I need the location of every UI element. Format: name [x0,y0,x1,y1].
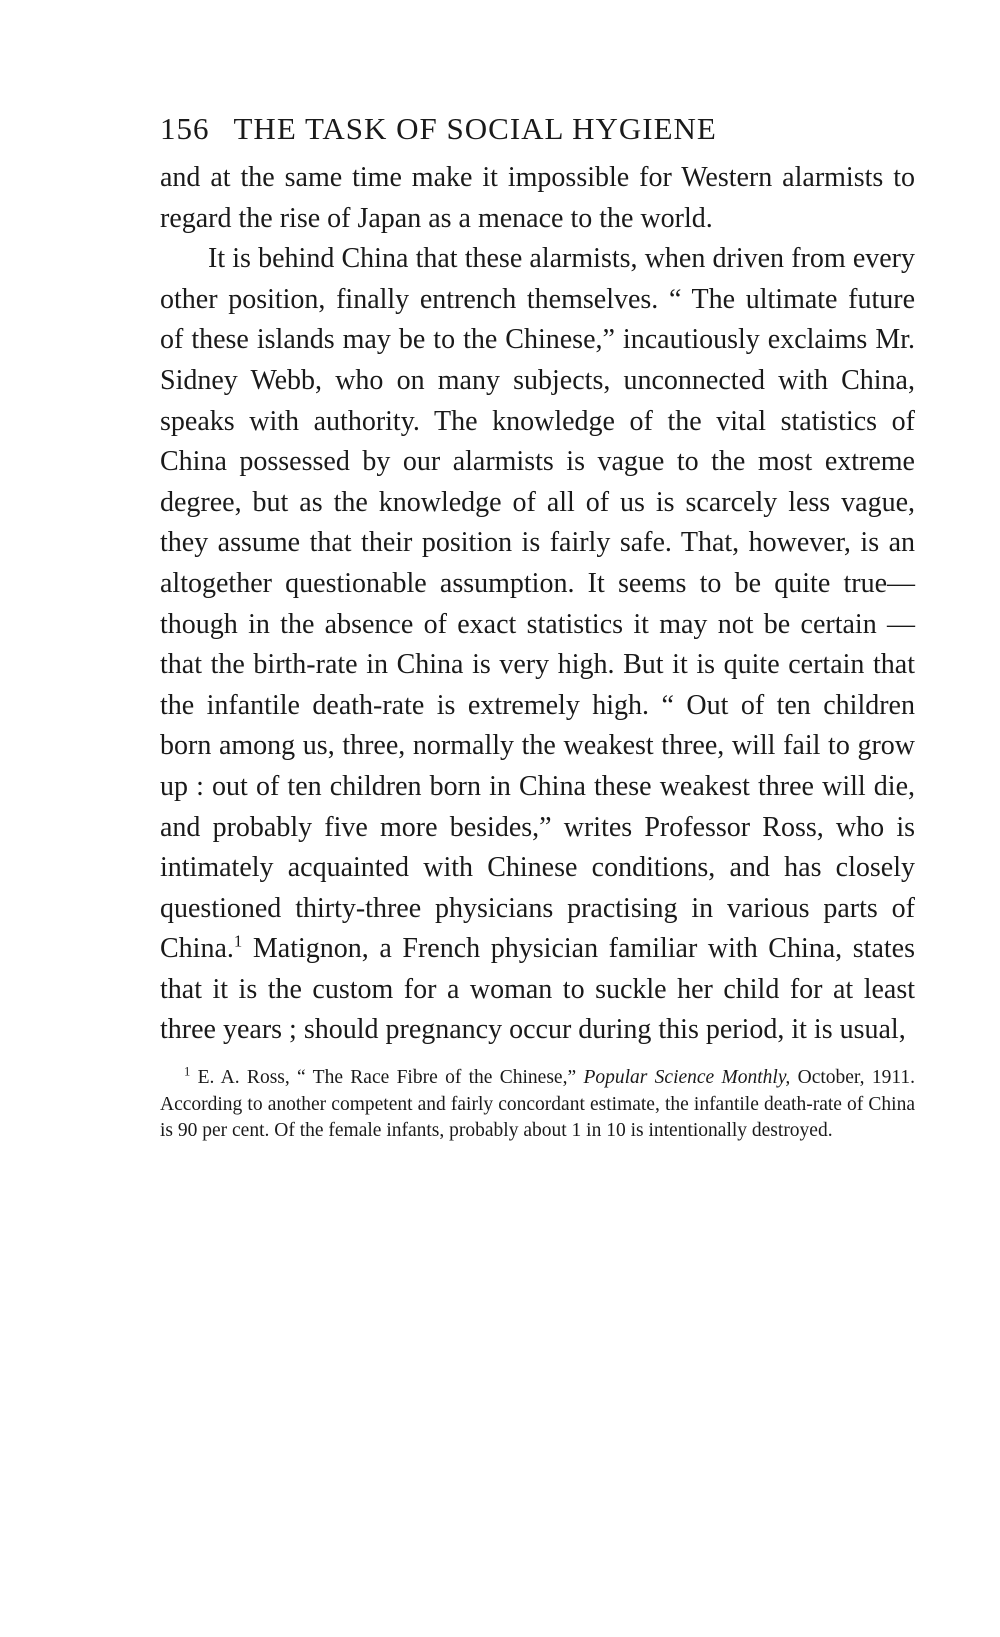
page-content [160,108,915,1145]
paragraph-continuation: and at the same time make it impossible for Western alarmists to regard the rise of Japan as a menace to the world. [160,162,915,234]
footnote-journal-title: Popular Science Monthly, [583,1067,791,1089]
main-text [160,158,915,1051]
footnote-text: E. A. Ross, “ The Race Fibre of the Chinese,” [190,1067,584,1089]
footnote-text-continued: October, 1911. According to another competent and fairly concordant estimate, the infantile death-rate of China is 90 per cent. Of the female infants, probably about 1 in 10 is intentionally destroyed. [160,1067,915,1142]
paragraph-text: It is behind China that these alarmists, when driven from every other position, finally entrench themselves. “ The ultimate future of these islands may be to the Chinese,” incautiously exclaims Mr. Sidney Webb, who on many subjects, unconnected with China, speaks with authority. The knowledge of the vital statistics of China possessed by our alarmists is vague to the most extreme degree, but as the knowledge of all of us is scarcely less vague, they assume that their position is fairly safe. That, however, is an altogether questionable assumption. It seems to be quite true—though in the absence of exact statistics it may not be certain —that the birth-rate in China is very high. But it is quite certain that the infantile death-rate is extremely high. “ Out of ten children born among us, three, normally the weakest three, will fail to grow up : out of ten children born in China these weakest three will die, and probably five more besides,” writes Professor Ross, who is intimately acquainted with Chinese conditions, and has closely questioned thirty-three physicians practising in various parts of China. [160,243,915,965]
footnote-marker: 1 [184,1064,191,1079]
footnote-reference: 1 [233,931,243,951]
paragraph-china [160,239,915,1051]
running-header [160,108,915,150]
running-title: THE TASK OF SOCIAL HYGIENE [233,111,717,146]
page-number: 156 [160,111,210,146]
paragraph-text-continued: Matignon, a French physician familiar with China, states that it is the custom for a woman to suckle her child for at least three years ; should pregnancy occur during this period, it is usual, [160,933,915,1046]
footnote [160,1065,915,1145]
